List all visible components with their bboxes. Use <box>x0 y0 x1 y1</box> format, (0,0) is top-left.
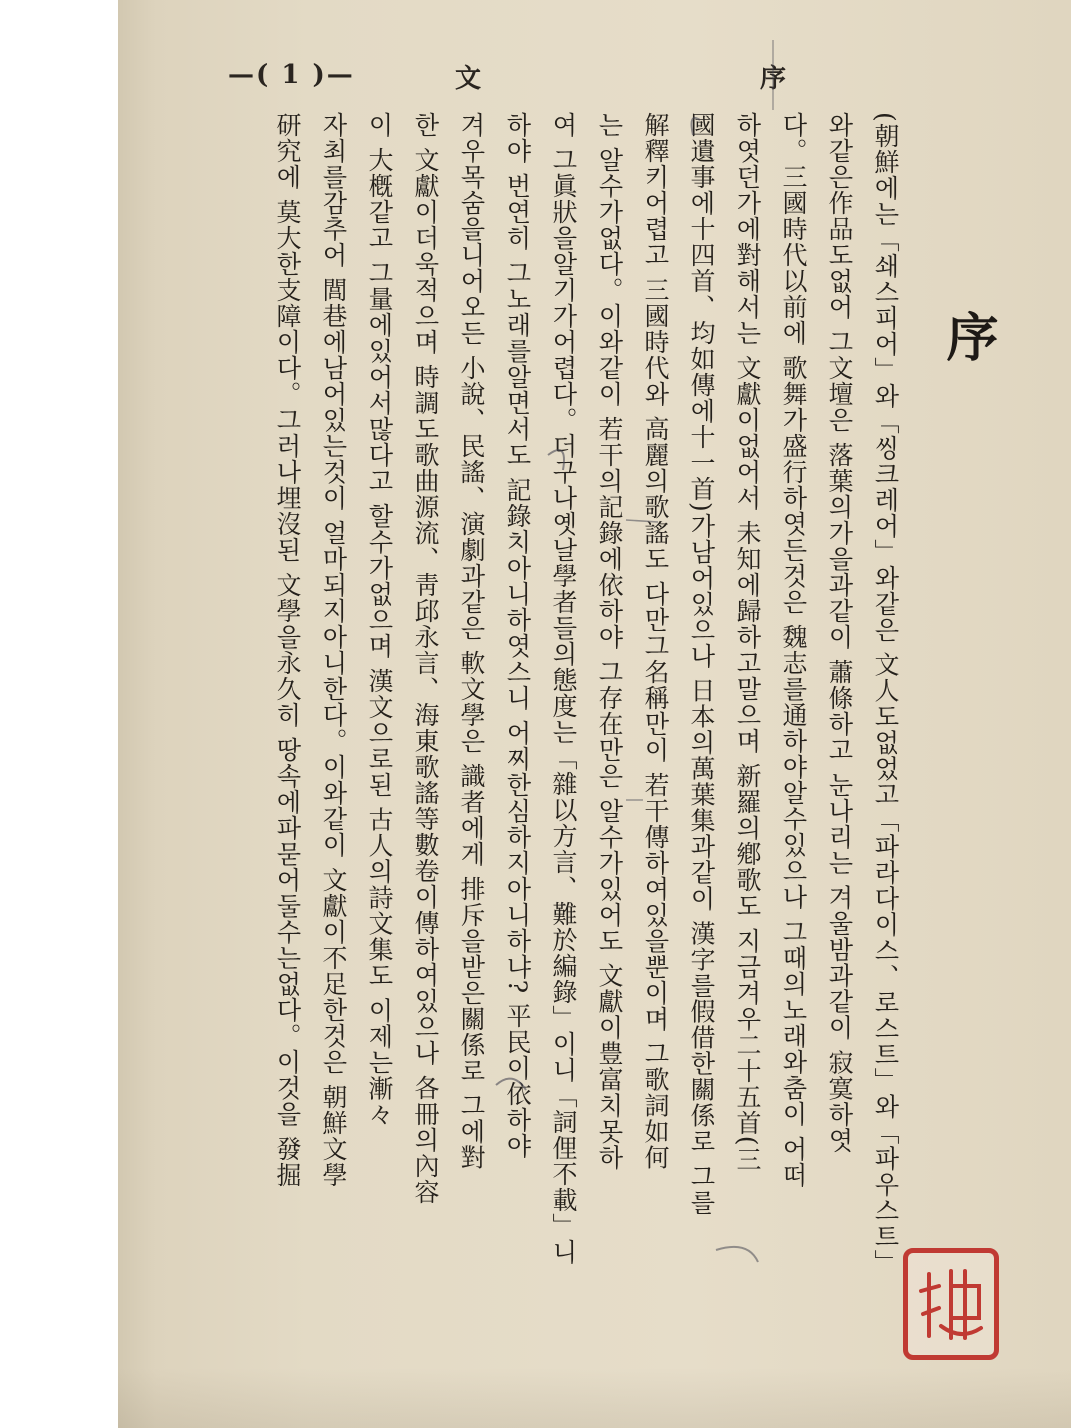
text-column-3: 다。三國時代以前에 歌舞가盛行하엿든것은 魏志를通하야알수있으나 그때의노래와춤이 어떠 <box>779 112 808 1188</box>
text-column-13: 자최를감추어 閭巷에남어있는것이 얼마되지아니한다。이와같이 文獻이不足한것은 朝鮮文學 <box>319 112 348 1188</box>
text-column-2: 와같은作品도없어 그文壇은 落葉의가을과같이 蕭條하고 눈나리는 겨울밤과같이 寂寞하엿 <box>825 112 854 1154</box>
text-column-1: (朝鮮에는「쇄스피어」와「씽크레어」와같은 文人도없었고「파라다이스、로스트」와「파우스트」 <box>871 112 900 1276</box>
text-column-5: 國遺事에十四首、均如傳에十一首)가남어있으나 日本의萬葉集과같이 漢字를假借한關係로 그를 <box>687 112 716 1216</box>
text-column-11: 한 文獻이더욱적으며 時調도歌曲源流、靑邱永言、海東歌謠等數卷이傳하여있으나 各冊의內容 <box>411 112 440 1205</box>
text-column-7: 는 알수가없다。이와같이 若干의記錄에依하야 그存在만은 알수가있어도 文獻이豊富치못하 <box>595 112 624 1171</box>
red-seal-stamp <box>903 1248 999 1360</box>
text-column-4: 하엿던가에對해서는 文獻이없어서 未知에歸하고말으며 新羅의鄕歌도 지금겨우二十五首(三 <box>733 112 762 1173</box>
text-column-12: 이 大槪같고 그量에있어서많다고 할수가없으며 漢文으로된 古人의詩文集도 이제는漸々 <box>365 112 394 1128</box>
running-header-right: 序 <box>760 64 787 94</box>
text-column-10: 겨우목숨을니어오든 小說、民謠、演劇과같은 軟文學은 識者에게 排斥을받은關係로 그에對 <box>457 112 486 1171</box>
page-number: —( 1 )— <box>228 60 355 90</box>
text-column-14: 研究에 莫大한支障이다。그러나埋沒된 文學을永久히 땅속에파묻어둘수는없다。이것을 發掘 <box>273 112 302 1188</box>
background-outside-page <box>0 0 118 1428</box>
section-title: 序 <box>937 310 998 362</box>
text-column-9: 하야 번연히 그노래를알면서도 記錄치아니하엿스니 어찌한심하지아니하냐? 平民이依하야 <box>503 112 532 1160</box>
running-header-center: 文 <box>455 64 482 94</box>
text-column-6: 解釋키어렵고 三國時代와 高麗의歌謠도 다만그名稱만이 若干傳하여있을뿐이며 그歌詞如何 <box>641 112 670 1171</box>
seal-glyph-icon <box>911 1256 991 1352</box>
text-column-8: 여 그眞狀을알기가어렵다。더구나옛날學者들의態度는「雜以方言、難於編錄」이니「詞俚不載」니 <box>549 112 578 1265</box>
page-shadow <box>118 1368 1071 1428</box>
